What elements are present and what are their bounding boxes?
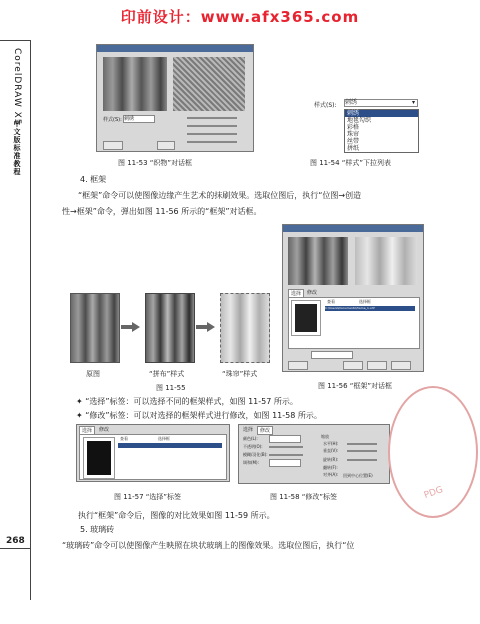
blur-label: 模糊/羽化(B): [243, 452, 268, 457]
align-label: 对齐(A): [323, 472, 339, 477]
arrow-icon [132, 322, 140, 332]
fig-54-caption: 图 11-54 “样式”下拉列表 [310, 159, 392, 167]
horizontal-slider[interactable] [347, 443, 377, 445]
color-picker[interactable] [269, 435, 301, 443]
tab-select[interactable]: 选择 [288, 289, 304, 298]
style-option[interactable]: 丝带 [347, 138, 360, 145]
frame-thumbnail [84, 438, 114, 478]
pdg-stamp [388, 386, 478, 518]
color-label: 颜色(L): [243, 436, 258, 441]
bead-curtain-image [220, 293, 270, 363]
cancel-button[interactable] [367, 361, 387, 370]
fig-56-caption: 图 11-56 “框架”对话框 [318, 382, 393, 390]
bullet-icon: ✦ [76, 411, 86, 420]
size-slider[interactable] [187, 117, 237, 119]
ok-button[interactable] [343, 361, 363, 370]
col-name: 选择框 [359, 299, 371, 304]
page-number: 268 [6, 536, 25, 546]
style-option[interactable]: 地毯勾织 [347, 117, 372, 124]
opacity-slider[interactable] [269, 446, 303, 448]
original-label: 原图 [86, 370, 100, 378]
horizontal-label: 水平(H): [323, 441, 339, 446]
tab-select[interactable]: 选择 [243, 427, 254, 433]
frame-original-preview [288, 237, 348, 285]
frame-dialog [282, 224, 424, 372]
stamp-text: PDG [422, 484, 445, 502]
chevron-down-icon: ▾ [411, 99, 415, 106]
frame-file-row[interactable]: C:\Users\Documents\frame_1.cdf [325, 306, 415, 311]
fig-55-caption: 图 11-55 [156, 384, 186, 392]
bullet-icon: ✦ [76, 397, 86, 406]
col-view: 查看 [120, 436, 128, 441]
center-checkbox[interactable]: 回到中心位置(E) [343, 473, 373, 478]
dialog-titlebar [283, 225, 423, 232]
help-button[interactable] [391, 361, 411, 370]
section-5-para: “玻璃砖”命令可以使图像产生映照在块状玻璃上的图像效果。选取位图后，执行“位 [62, 541, 355, 550]
modify-tab-figure [238, 424, 390, 484]
watermark-text: 印前设计：www.afx365.com [120, 8, 360, 26]
style-option[interactable]: 珠帘 [347, 131, 360, 138]
frame-result-preview [355, 237, 417, 285]
style-options-list [344, 109, 419, 153]
bullet-text: “选择”标签：可以选择不同的框架样式，如图 11-57 所示。 [85, 397, 298, 406]
after-frame-text: 执行“框架”命令后，图像的对比效果如图 11-59 所示。 [78, 511, 275, 520]
style-option[interactable]: 拼纸 [347, 145, 360, 152]
tab-modify[interactable]: 修改 [99, 427, 110, 433]
style-dropdown-value: 刺绣 [345, 99, 358, 106]
rotate-slider[interactable] [187, 141, 237, 143]
blur-slider[interactable] [269, 454, 303, 456]
style-dropdown[interactable] [344, 99, 418, 107]
style-option[interactable]: 刺绣 [345, 110, 418, 117]
frame-thumbnail [292, 301, 320, 335]
opacity-label: 不透明(O): [243, 444, 263, 449]
preview-button[interactable] [103, 141, 123, 150]
tab-modify[interactable]: 修改 [307, 290, 318, 296]
original-preview [103, 57, 167, 111]
flip-label: 翻转(F): [323, 465, 338, 470]
fabric-dialog [96, 44, 254, 152]
brightness-slider[interactable] [187, 133, 237, 135]
complete-slider[interactable] [187, 125, 237, 127]
vertical-slider[interactable] [347, 450, 377, 452]
sidebar-title: CorelDRAW X5 [12, 48, 22, 126]
dialog-titlebar [97, 45, 253, 52]
rotate-slider[interactable] [347, 459, 377, 461]
fig-58-caption: 图 11-58 “修改”标签 [270, 493, 338, 501]
section-4-heading: 4. 框架 [80, 175, 107, 184]
ok-button[interactable] [157, 141, 175, 150]
preview-button[interactable] [288, 361, 308, 370]
section-4-para-1: “框架”命令可以使图像边缘产生艺术的抹刷效果。选取位图后，执行“位图→创造 [78, 191, 362, 200]
fabric-preview [173, 57, 245, 111]
section-5-heading: 5. 玻璃砖 [80, 525, 115, 534]
style-label: 样式(S): [103, 117, 122, 123]
frame-list-panel [79, 434, 227, 480]
col-name: 选择框 [158, 436, 170, 441]
frame-select-panel [288, 297, 420, 349]
style-dropdown-label: 样式(S): [314, 102, 337, 109]
scale-label: 缩放 [321, 434, 329, 439]
rotate-label: 旋转(R): [323, 457, 339, 462]
select-tab-figure [76, 424, 230, 482]
tab-select[interactable]: 选择 [79, 426, 95, 435]
arrow-icon [207, 322, 215, 332]
original-image [70, 293, 120, 363]
page-number-rule [0, 548, 30, 549]
section-4-para-2: 性→框架”命令，弹出如图 11-56 所示的“框架”对话框。 [62, 207, 262, 216]
patchwork-label: “拼布”样式 [149, 370, 185, 378]
preset-field[interactable] [311, 351, 353, 359]
fig-53-caption: 图 11-53 “织物”对话框 [118, 159, 193, 167]
blend-select[interactable] [269, 459, 301, 467]
style-option[interactable]: 彩格 [347, 124, 360, 131]
blend-label: 调和(M): [243, 460, 259, 465]
tab-modify[interactable]: 修改 [257, 426, 273, 435]
style-select[interactable]: 刺绣 [123, 115, 155, 123]
sidebar [0, 40, 32, 190]
bullet-text: “修改”标签：可以对选择的框架样式进行修改，如图 11-58 所示。 [85, 411, 322, 420]
col-view: 查看 [327, 299, 335, 304]
vertical-label: 垂直(V): [323, 448, 339, 453]
patchwork-image [145, 293, 195, 363]
frame-file-row[interactable] [118, 443, 222, 448]
sidebar-subtitle: 中文版标准教程 [13, 120, 21, 176]
fig-57-caption: 图 11-57 “选择”标签 [114, 493, 182, 501]
bead-curtain-label: “珠帘”样式 [222, 370, 258, 378]
